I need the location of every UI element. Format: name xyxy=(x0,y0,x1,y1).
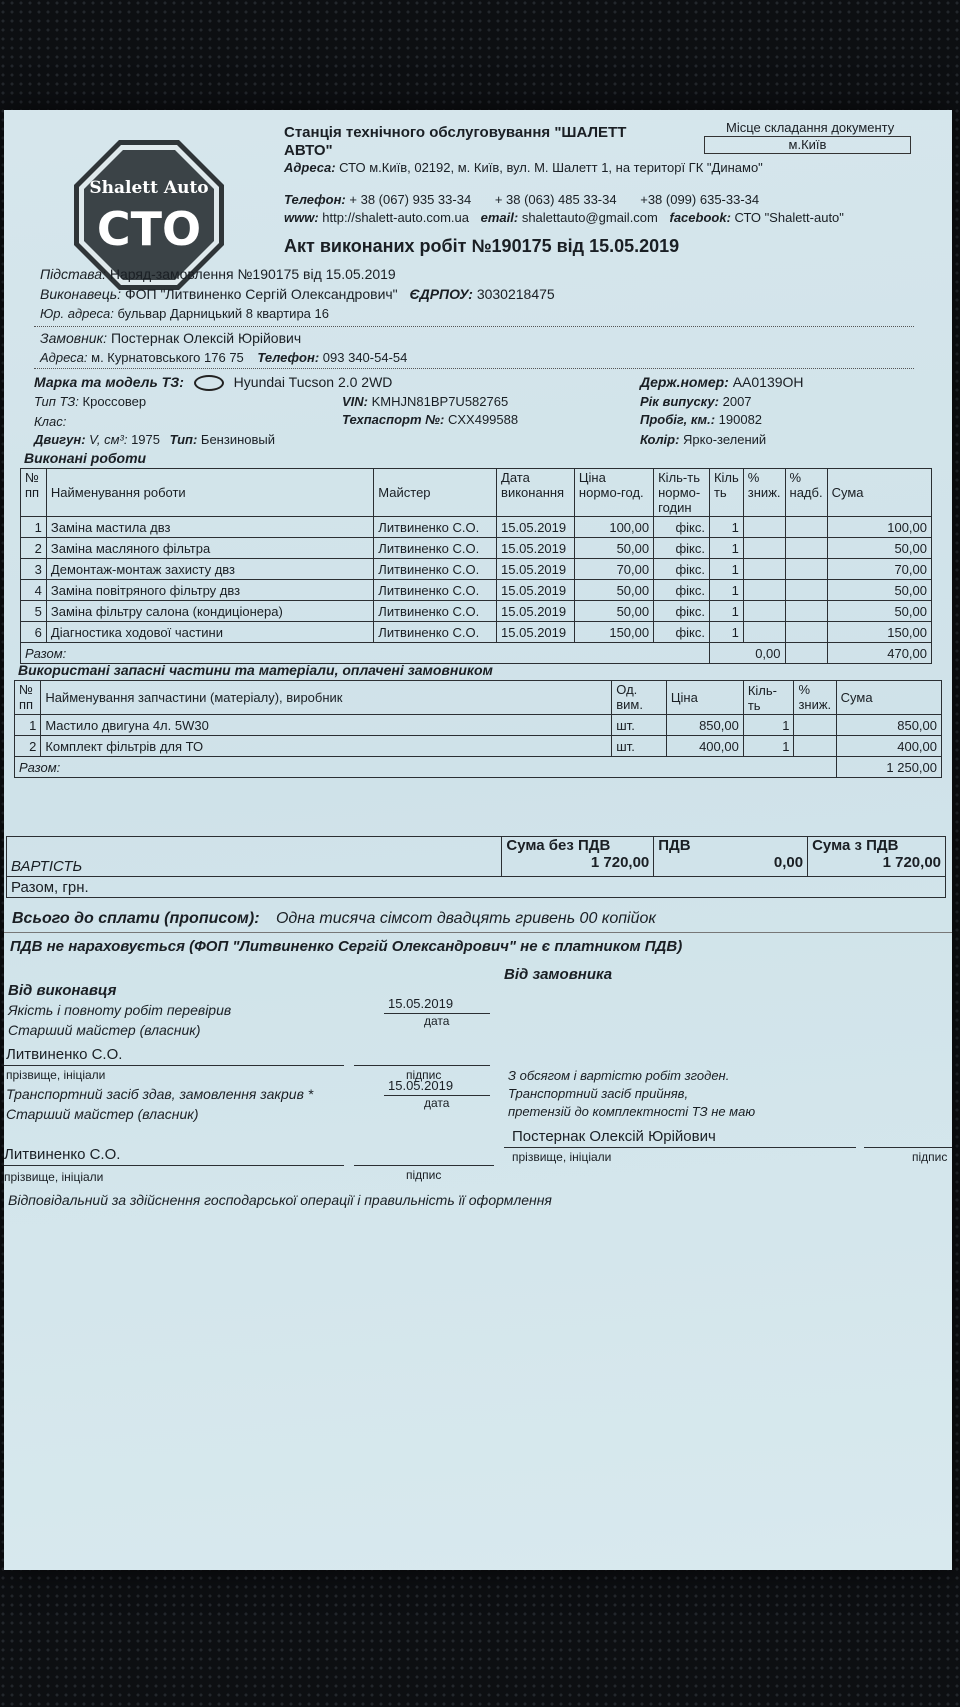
color-line: Колір: Ярко-зелений xyxy=(640,432,767,447)
cell: 1 xyxy=(709,559,743,580)
cell xyxy=(785,517,827,538)
company-title-2: АВТО" xyxy=(284,142,333,159)
vat-note: ПДВ не нараховується (ФОП "Литвиненко Сергій Олександрович" не є платником ПДВ) xyxy=(10,938,683,955)
cell: 50,00 xyxy=(827,538,931,559)
cell: Литвиненко С.О. xyxy=(374,601,497,622)
cost-sum-label: Разом, грн. xyxy=(7,877,946,898)
cell xyxy=(785,559,827,580)
parts-h-unit: Од. вим. xyxy=(612,681,667,715)
cell: Литвиненко С.О. xyxy=(374,559,497,580)
cell: фікс. xyxy=(654,559,710,580)
sign-caption-2: підпис xyxy=(406,1168,442,1182)
vehicle-engine-line: Двигун: V, см³: 1975 Тип: Бензиновый xyxy=(34,432,276,447)
cell: 1 xyxy=(743,715,794,736)
cost-with-vat-value: 1 720,00 xyxy=(882,854,941,871)
year-line: Рік випуску: 2007 xyxy=(640,394,752,409)
techpassport-line: Техпаспорт №: CXX499588 xyxy=(342,412,519,427)
parts-table xyxy=(14,680,942,778)
parts-h-sum: Сума xyxy=(836,681,941,715)
works-total-discount: 0,00 xyxy=(709,643,785,664)
cost-vat: ПДВ 0,00 xyxy=(654,837,808,877)
cell: 50,00 xyxy=(827,601,931,622)
executor-name-2: Литвиненко С.О. xyxy=(4,1146,121,1163)
cell: 400,00 xyxy=(666,736,743,757)
cell: 100,00 xyxy=(827,517,931,538)
table-row xyxy=(21,538,932,559)
works-h-qty: Кіль ть xyxy=(709,469,743,517)
cell: Литвиненко С.О. xyxy=(374,580,497,601)
works-total-sum: 470,00 xyxy=(827,643,931,664)
works-h-date: Дата виконання xyxy=(497,469,575,517)
cell: фікс. xyxy=(654,622,710,643)
cell: 1 xyxy=(743,736,794,757)
cell: 15.05.2019 xyxy=(497,517,575,538)
cell xyxy=(785,538,827,559)
agree-line-1: З обсягом і вартістю робіт згоден. xyxy=(508,1068,730,1083)
cell: Заміна мастила двз xyxy=(46,517,373,538)
parts-h-num: № пп xyxy=(15,681,41,715)
cell: 1 xyxy=(709,601,743,622)
cell: 50,00 xyxy=(574,580,653,601)
cell: 5 xyxy=(21,601,47,622)
cell: шт. xyxy=(612,715,667,736)
quality-check-text: Якість і повноту робіт перевірив xyxy=(8,1002,232,1018)
cell: 6 xyxy=(21,622,47,643)
parts-h-qty: Кіль-ть xyxy=(743,681,794,715)
responsible-footnote: Відповідальний за здійснення господарської операції і правильність її оформлення xyxy=(8,1192,552,1208)
vehicle-type-line: Тип ТЗ: Кроссовер xyxy=(34,394,147,409)
works-total-row xyxy=(21,643,932,664)
total-in-words: Всього до сплати (прописом): Одна тисяча сімсот двадцять гривень 00 копійок xyxy=(12,910,656,927)
works-h-markup: % надб. xyxy=(785,469,827,517)
cell: 150,00 xyxy=(574,622,653,643)
date-value-2: 15.05.2019 xyxy=(388,1078,454,1093)
company-title-1: Станція технічного обслуговування "ШАЛЕТТ xyxy=(284,124,627,141)
works-h-hours: Кіль-ть нормо-годин xyxy=(654,469,710,517)
cost-table xyxy=(6,836,946,898)
document-title: Акт виконаних робіт №190175 від 15.05.2019 xyxy=(284,236,680,256)
cell: Діагностика ходової частини xyxy=(46,622,373,643)
cell xyxy=(743,622,785,643)
cell: фікс. xyxy=(654,580,710,601)
works-table xyxy=(20,468,932,664)
cell: Комплект фільтрів для ТО xyxy=(41,736,612,757)
cell: 2 xyxy=(21,538,47,559)
customer-name: Постернак Олексій Юрійович xyxy=(512,1128,716,1145)
place-label: Місце складання документу xyxy=(726,120,895,135)
cell xyxy=(794,736,836,757)
cell: Литвиненко С.О. xyxy=(374,538,497,559)
vehicle-model-line: Марка та модель ТЗ: Hyundai Tucson 2.0 2WD xyxy=(34,374,393,390)
works-h-num: № пп xyxy=(21,469,47,517)
cell: 3 xyxy=(21,559,47,580)
role-text-1: Старший майстер (власник) xyxy=(8,1022,201,1038)
hyundai-logo-icon xyxy=(194,375,224,391)
customer-address-line: Адреса: м. Курнатовського 176 75 Телефон: 093 340-54-54 xyxy=(40,350,408,365)
cell xyxy=(743,538,785,559)
cell xyxy=(743,559,785,580)
vin-line: VIN: KMHJN81BP7U582765 xyxy=(342,394,509,409)
table-row xyxy=(15,715,942,736)
table-row xyxy=(15,736,942,757)
cell: 850,00 xyxy=(836,715,941,736)
parts-total-sum: 1 250,00 xyxy=(836,757,941,778)
date-caption-1: дата xyxy=(424,1014,450,1028)
cell xyxy=(743,601,785,622)
name-caption-2: прізвище, ініціали xyxy=(4,1170,104,1184)
works-h-name: Найменування роботи xyxy=(46,469,373,517)
cell: 50,00 xyxy=(827,580,931,601)
cell: Литвиненко С.О. xyxy=(374,622,497,643)
cell: Демонтаж-монтаж захисту двз xyxy=(46,559,373,580)
name-caption-1: прізвище, ініціали xyxy=(6,1068,106,1082)
logo-sto-text: СТО xyxy=(96,202,202,256)
sign-caption-3: підпис xyxy=(912,1150,948,1164)
parts-h-price: Ціна xyxy=(666,681,743,715)
cell: Заміна повітряного фільтру двз xyxy=(46,580,373,601)
works-section-title: Виконані роботи xyxy=(24,450,147,466)
sign-caption-1: підпис xyxy=(406,1068,442,1082)
works-h-sum: Сума xyxy=(827,469,931,517)
company-address: Адреса: СТО м.Київ, 02192, м. Київ, вул. М. Шалетт 1, на територї ГК "Динамо" xyxy=(284,160,763,175)
parts-total-label: Разом: xyxy=(15,757,837,778)
executor-sign-title: Від виконавця xyxy=(8,982,117,999)
cost-label: ВАРТІСТЬ xyxy=(7,837,502,877)
legal-address-line: Юр. адреса: бульвар Дарницький 8 квартира 16 xyxy=(40,306,329,321)
cell xyxy=(785,622,827,643)
cell: 1 xyxy=(15,715,41,736)
name-caption-3: прізвище, ініціали xyxy=(512,1150,612,1164)
cell: Заміна фільтру салона (кондиціонера) xyxy=(46,601,373,622)
cell: Мастило двигуна 4л. 5W30 xyxy=(41,715,612,736)
cell: Литвиненко С.О. xyxy=(374,517,497,538)
cell: 4 xyxy=(21,580,47,601)
works-h-disc: % зниж. xyxy=(743,469,785,517)
cell xyxy=(785,580,827,601)
role-text-2: Старший майстер (власник) xyxy=(6,1106,199,1122)
cost-vat-value: 0,00 xyxy=(773,854,804,871)
agree-line-3: претензій до комплектності ТЗ не маю xyxy=(508,1104,756,1119)
cost-sum-row xyxy=(7,877,946,898)
executor-name-1: Литвиненко С.О. xyxy=(6,1046,123,1063)
works-total-label: Разом: xyxy=(21,643,710,664)
cost-row xyxy=(7,837,946,877)
table-row xyxy=(21,580,932,601)
cell xyxy=(743,517,785,538)
parts-header-row xyxy=(15,681,942,715)
cell xyxy=(785,601,827,622)
vehicle-handover-text: Транспортний засіб здав, замовлення закрив * xyxy=(6,1086,314,1102)
executor-line: Виконавець: ФОП "Литвиненко Сергій Олександрович" ЄДРПОУ: 3030218475 xyxy=(40,286,555,302)
cell: 70,00 xyxy=(574,559,653,580)
cell: фікс. xyxy=(654,601,710,622)
date-value-1: 15.05.2019 xyxy=(388,996,454,1011)
table-row xyxy=(21,559,932,580)
parts-h-name: Найменування запчастини (матеріалу), виробник xyxy=(41,681,612,715)
parts-h-disc: % зниж. xyxy=(794,681,836,715)
cell: 850,00 xyxy=(666,715,743,736)
table-row xyxy=(21,601,932,622)
cell: 50,00 xyxy=(574,601,653,622)
cell: 1 xyxy=(709,580,743,601)
cell: 70,00 xyxy=(827,559,931,580)
works-h-master: Майстер xyxy=(374,469,497,517)
cell: 15.05.2019 xyxy=(497,622,575,643)
place-value: м.Київ xyxy=(704,136,911,154)
cell: 150,00 xyxy=(827,622,931,643)
company-contacts: www: http://shalett-auto.com.ua email: shalettauto@gmail.com facebook: СТО "Shalett-auto" xyxy=(284,210,844,225)
parts-section-title: Використані запасні частини та матеріали, оплачені замовником xyxy=(18,662,493,678)
customer-sign-title: Від замовника xyxy=(504,966,613,983)
company-phones: Телефон: + 38 (067) 935 33-34 + 38 (063) 485 33-34 +38 (099) 635-33-34 xyxy=(284,192,760,207)
cell: 1 xyxy=(709,538,743,559)
mileage-line: Пробіг, км.: 190082 xyxy=(640,412,763,427)
cell: 50,00 xyxy=(574,538,653,559)
cell: 2 xyxy=(15,736,41,757)
agree-line-2: Транспортний засіб прийняв, xyxy=(508,1086,689,1101)
logo-brand-text: Shalett Auto xyxy=(89,178,209,198)
basis-line: Підстава: Наряд-замовлення №190175 від 15.05.2019 xyxy=(40,266,396,282)
parts-total-row xyxy=(15,757,942,778)
cell xyxy=(794,715,836,736)
cell: фікс. xyxy=(654,538,710,559)
cell: Заміна масляного фільтра xyxy=(46,538,373,559)
cell: 15.05.2019 xyxy=(497,601,575,622)
cell: шт. xyxy=(612,736,667,757)
cost-with-vat: Сума з ПДВ 1 720,00 xyxy=(808,837,946,877)
document-sheet xyxy=(4,110,952,1570)
cell: 15.05.2019 xyxy=(497,538,575,559)
cell: 1 xyxy=(709,517,743,538)
cost-no-vat: Сума без ПДВ 1 720,00 xyxy=(502,837,654,877)
cell: 100,00 xyxy=(574,517,653,538)
cell: 15.05.2019 xyxy=(497,559,575,580)
table-row xyxy=(21,517,932,538)
date-caption-2: дата xyxy=(424,1096,450,1110)
customer-line: Замовник: Постернак Олексій Юрійович xyxy=(40,330,302,346)
works-h-price: Ціна нормо-год. xyxy=(574,469,653,517)
cell: 1 xyxy=(709,622,743,643)
cell: 1 xyxy=(21,517,47,538)
cell: 400,00 xyxy=(836,736,941,757)
cell: фікс. xyxy=(654,517,710,538)
works-header-row xyxy=(21,469,932,517)
plate-line: Держ.номер: AA0139OH xyxy=(640,374,804,390)
cell xyxy=(743,580,785,601)
vehicle-class-line: Клас: xyxy=(34,414,67,429)
cell: 15.05.2019 xyxy=(497,580,575,601)
table-row xyxy=(21,622,932,643)
cost-no-vat-value: 1 720,00 xyxy=(590,854,650,871)
